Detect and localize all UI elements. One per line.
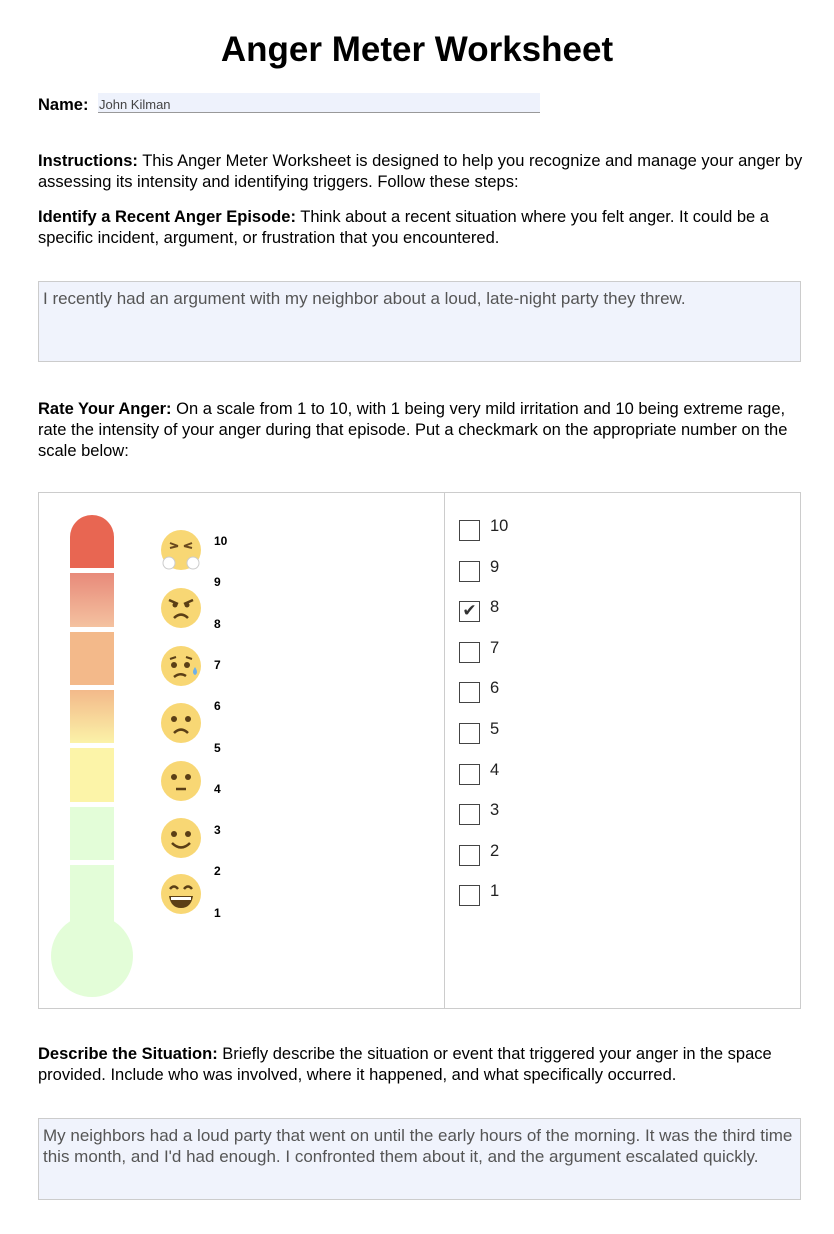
meter-number-1: 1 (214, 905, 221, 920)
page-title: Anger Meter Worksheet (220, 30, 614, 69)
thermo-segment-9 (70, 573, 114, 627)
thermo-segment-7 (70, 632, 114, 685)
rating-label-9: 9 (490, 557, 500, 576)
rating-checkbox-1[interactable] (459, 885, 480, 906)
instructions-label: Instructions: (38, 152, 138, 170)
steaming-angry-face-icon (160, 529, 202, 571)
instructions (38, 151, 808, 193)
meter-number-7: 7 (214, 657, 221, 672)
frowning-face-icon (160, 702, 202, 744)
name-label: Name: (38, 96, 89, 114)
identify-text: Think about a recent situation where you felt anger. It could be a specific incident, argument, or frustration that you encountered. (38, 208, 769, 247)
thermo-segment-10 (70, 515, 114, 568)
anger-meter (38, 492, 801, 1009)
rating-label-7: 7 (490, 638, 500, 657)
rating-checkbox-9[interactable] (459, 561, 480, 582)
rating-label-4: 4 (490, 760, 500, 779)
smiling-face-icon (160, 817, 202, 859)
rating-checkbox-10[interactable] (459, 520, 480, 541)
instructions-text: This Anger Meter Worksheet is designed to help you recognize and manage your anger by assessing its intensity and identifying triggers. Follow these steps: (38, 152, 803, 191)
name-field[interactable]: John Kilman (98, 93, 540, 113)
rating-checkbox-3[interactable] (459, 804, 480, 825)
rate-text: On a scale from 1 to 10, with 1 being very mild irritation and 10 being extreme rage, rate the intensity of your anger during that episode. Put a checkmark on the appropriate number on the scale below: (38, 400, 788, 460)
grinning-face-icon (160, 873, 202, 915)
rating-label-3: 3 (490, 801, 500, 820)
rating-checkbox-8[interactable] (459, 601, 480, 622)
thermo-segment-5 (70, 690, 114, 743)
rating-label-6: 6 (490, 679, 500, 698)
rating-checkbox-5[interactable] (459, 723, 480, 744)
angry-face-icon (160, 587, 202, 629)
rate-label: Rate Your Anger: (38, 400, 172, 418)
situation-answer-field[interactable]: My neighbors had a loud party that went on until the early hours of the morning. It was the third time this month, and I'd had enough. I confronted them about it, and the argument escalated quickly. (38, 1118, 801, 1200)
episode-answer-field[interactable]: I recently had an argument with my neighbor about a loud, late-night party they threw. (38, 281, 801, 362)
rating-checkbox-7[interactable] (459, 642, 480, 663)
meter-number-6: 6 (214, 699, 221, 714)
meter-number-9: 9 (214, 575, 221, 590)
meter-number-5: 5 (214, 740, 221, 755)
rating-label-5: 5 (490, 720, 500, 738)
identify-section (38, 207, 808, 249)
thermo-segment-4 (70, 748, 114, 802)
rating-label-10: 10 (490, 517, 509, 535)
rating-checkbox-4[interactable] (459, 764, 480, 785)
meter-number-10: 10 (214, 534, 228, 548)
meter-number-4: 4 (214, 781, 221, 796)
meter-number-8: 8 (214, 616, 221, 631)
sad-sweat-face-icon (160, 645, 202, 687)
describe-section (38, 1044, 808, 1086)
meter-number-2: 2 (214, 864, 221, 879)
thermo-segment-3 (70, 807, 114, 860)
rating-checkbox-2[interactable] (459, 845, 480, 866)
identify-label: Identify a Recent Anger Episode: (38, 208, 296, 226)
describe-text: Briefly describe the situation or event that triggered your anger in the space provided. Include who was involved, where it happened, and what specifically occurred. (38, 1045, 772, 1084)
checkmark-icon: ✔ (462, 601, 477, 621)
rating-checkbox-6[interactable] (459, 682, 480, 703)
neutral-face-icon (160, 760, 202, 802)
meter-divider (444, 493, 445, 1008)
rating-label-8: 8 (490, 598, 500, 617)
rating-label-1: 1 (490, 882, 500, 901)
rating-label-2: 2 (490, 841, 500, 860)
describe-label: Describe the Situation: (38, 1045, 218, 1063)
thermo-bulb (51, 915, 133, 997)
meter-number-3: 3 (214, 823, 221, 838)
rate-section (38, 399, 808, 462)
